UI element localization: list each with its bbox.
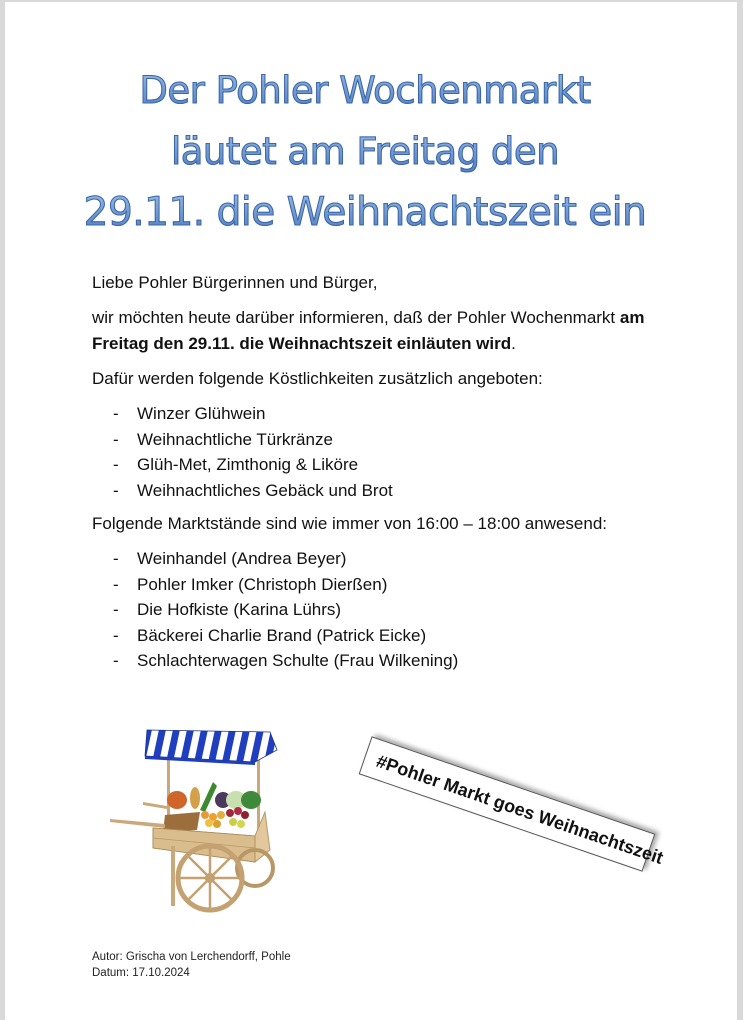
hashtag-banner: #Pohler Markt goes Weihnachtszeit: [359, 736, 656, 871]
list-item-text: Schlachterwagen Schulte (Frau Wilkening): [137, 651, 459, 670]
date-line: Datum: 17.10.2024: [92, 967, 190, 979]
list-item-text: Weihnachtliche Türkränze: [137, 429, 333, 449]
list-item: [92, 572, 672, 598]
dash-bullet: -: [113, 651, 119, 670]
headline-line-1: Der Pohler Wochenmarkt: [5, 60, 725, 121]
dash-bullet: -: [113, 574, 119, 594]
list-item: [92, 597, 672, 623]
list-item-text: Pohler Imker (Christoph Dierßen): [137, 574, 388, 594]
dash-bullet: -: [113, 404, 119, 423]
list-item: [92, 648, 672, 674]
dash-bullet: -: [113, 480, 119, 500]
market-cart-image: [105, 720, 285, 915]
intro-bold-text: am Freitag den 29.11. die Weihnachtszeit einläuten wird: [92, 308, 645, 353]
list-item: [92, 623, 672, 649]
list-item: [92, 478, 672, 504]
list-item-text: Die Hofkiste (Karina Lührs): [137, 600, 342, 619]
document-page: [5, 2, 737, 1020]
dash-bullet: -: [113, 455, 119, 474]
intro-end: .: [511, 334, 516, 353]
dash-bullet: -: [113, 600, 119, 619]
list-item-text: Bäckerei Charlie Brand (Patrick Eicke): [137, 625, 427, 645]
dash-bullet: -: [113, 549, 119, 568]
list-item: [92, 401, 672, 427]
stands-list: [92, 546, 672, 674]
dash-bullet: -: [113, 429, 119, 449]
list-item: [92, 452, 672, 478]
headline-line-3: 29.11. die Weihnachtszeit ein: [5, 182, 725, 243]
document-footer: [92, 949, 291, 981]
greeting: Liebe Pohler Bürgerinnen und Bürger,: [92, 273, 378, 292]
delicacies-list: [92, 401, 672, 503]
list-item-text: Weihnachtliches Gebäck und Brot: [137, 480, 393, 500]
headline-line-2: läutet am Freitag den: [5, 121, 725, 182]
stands-heading: Folgende Marktstände sind wie immer von 16:00 – 18:00 anwesend:: [92, 514, 608, 533]
market-cart-icon: [105, 720, 285, 915]
list-item-text: Weinhandel (Andrea Beyer): [137, 549, 347, 568]
list-item: [92, 546, 672, 572]
intro-paragraph: [92, 305, 672, 357]
letter-body: [92, 270, 672, 682]
author-line: Autor: Grischa von Lerchendorff, Pohle: [92, 951, 291, 963]
delicacies-heading: Dafür werden folgende Köstlichkeiten zusätzlich angeboten:: [92, 369, 543, 388]
list-item: [92, 427, 672, 453]
intro-text: wir möchten heute darüber informieren, daß der Pohler Wochenmarkt: [92, 308, 620, 327]
headline: [5, 60, 725, 243]
list-item-text: Winzer Glühwein: [137, 404, 266, 423]
list-item-text: Glüh-Met, Zimthonig & Liköre: [137, 455, 359, 474]
dash-bullet: -: [113, 625, 119, 645]
